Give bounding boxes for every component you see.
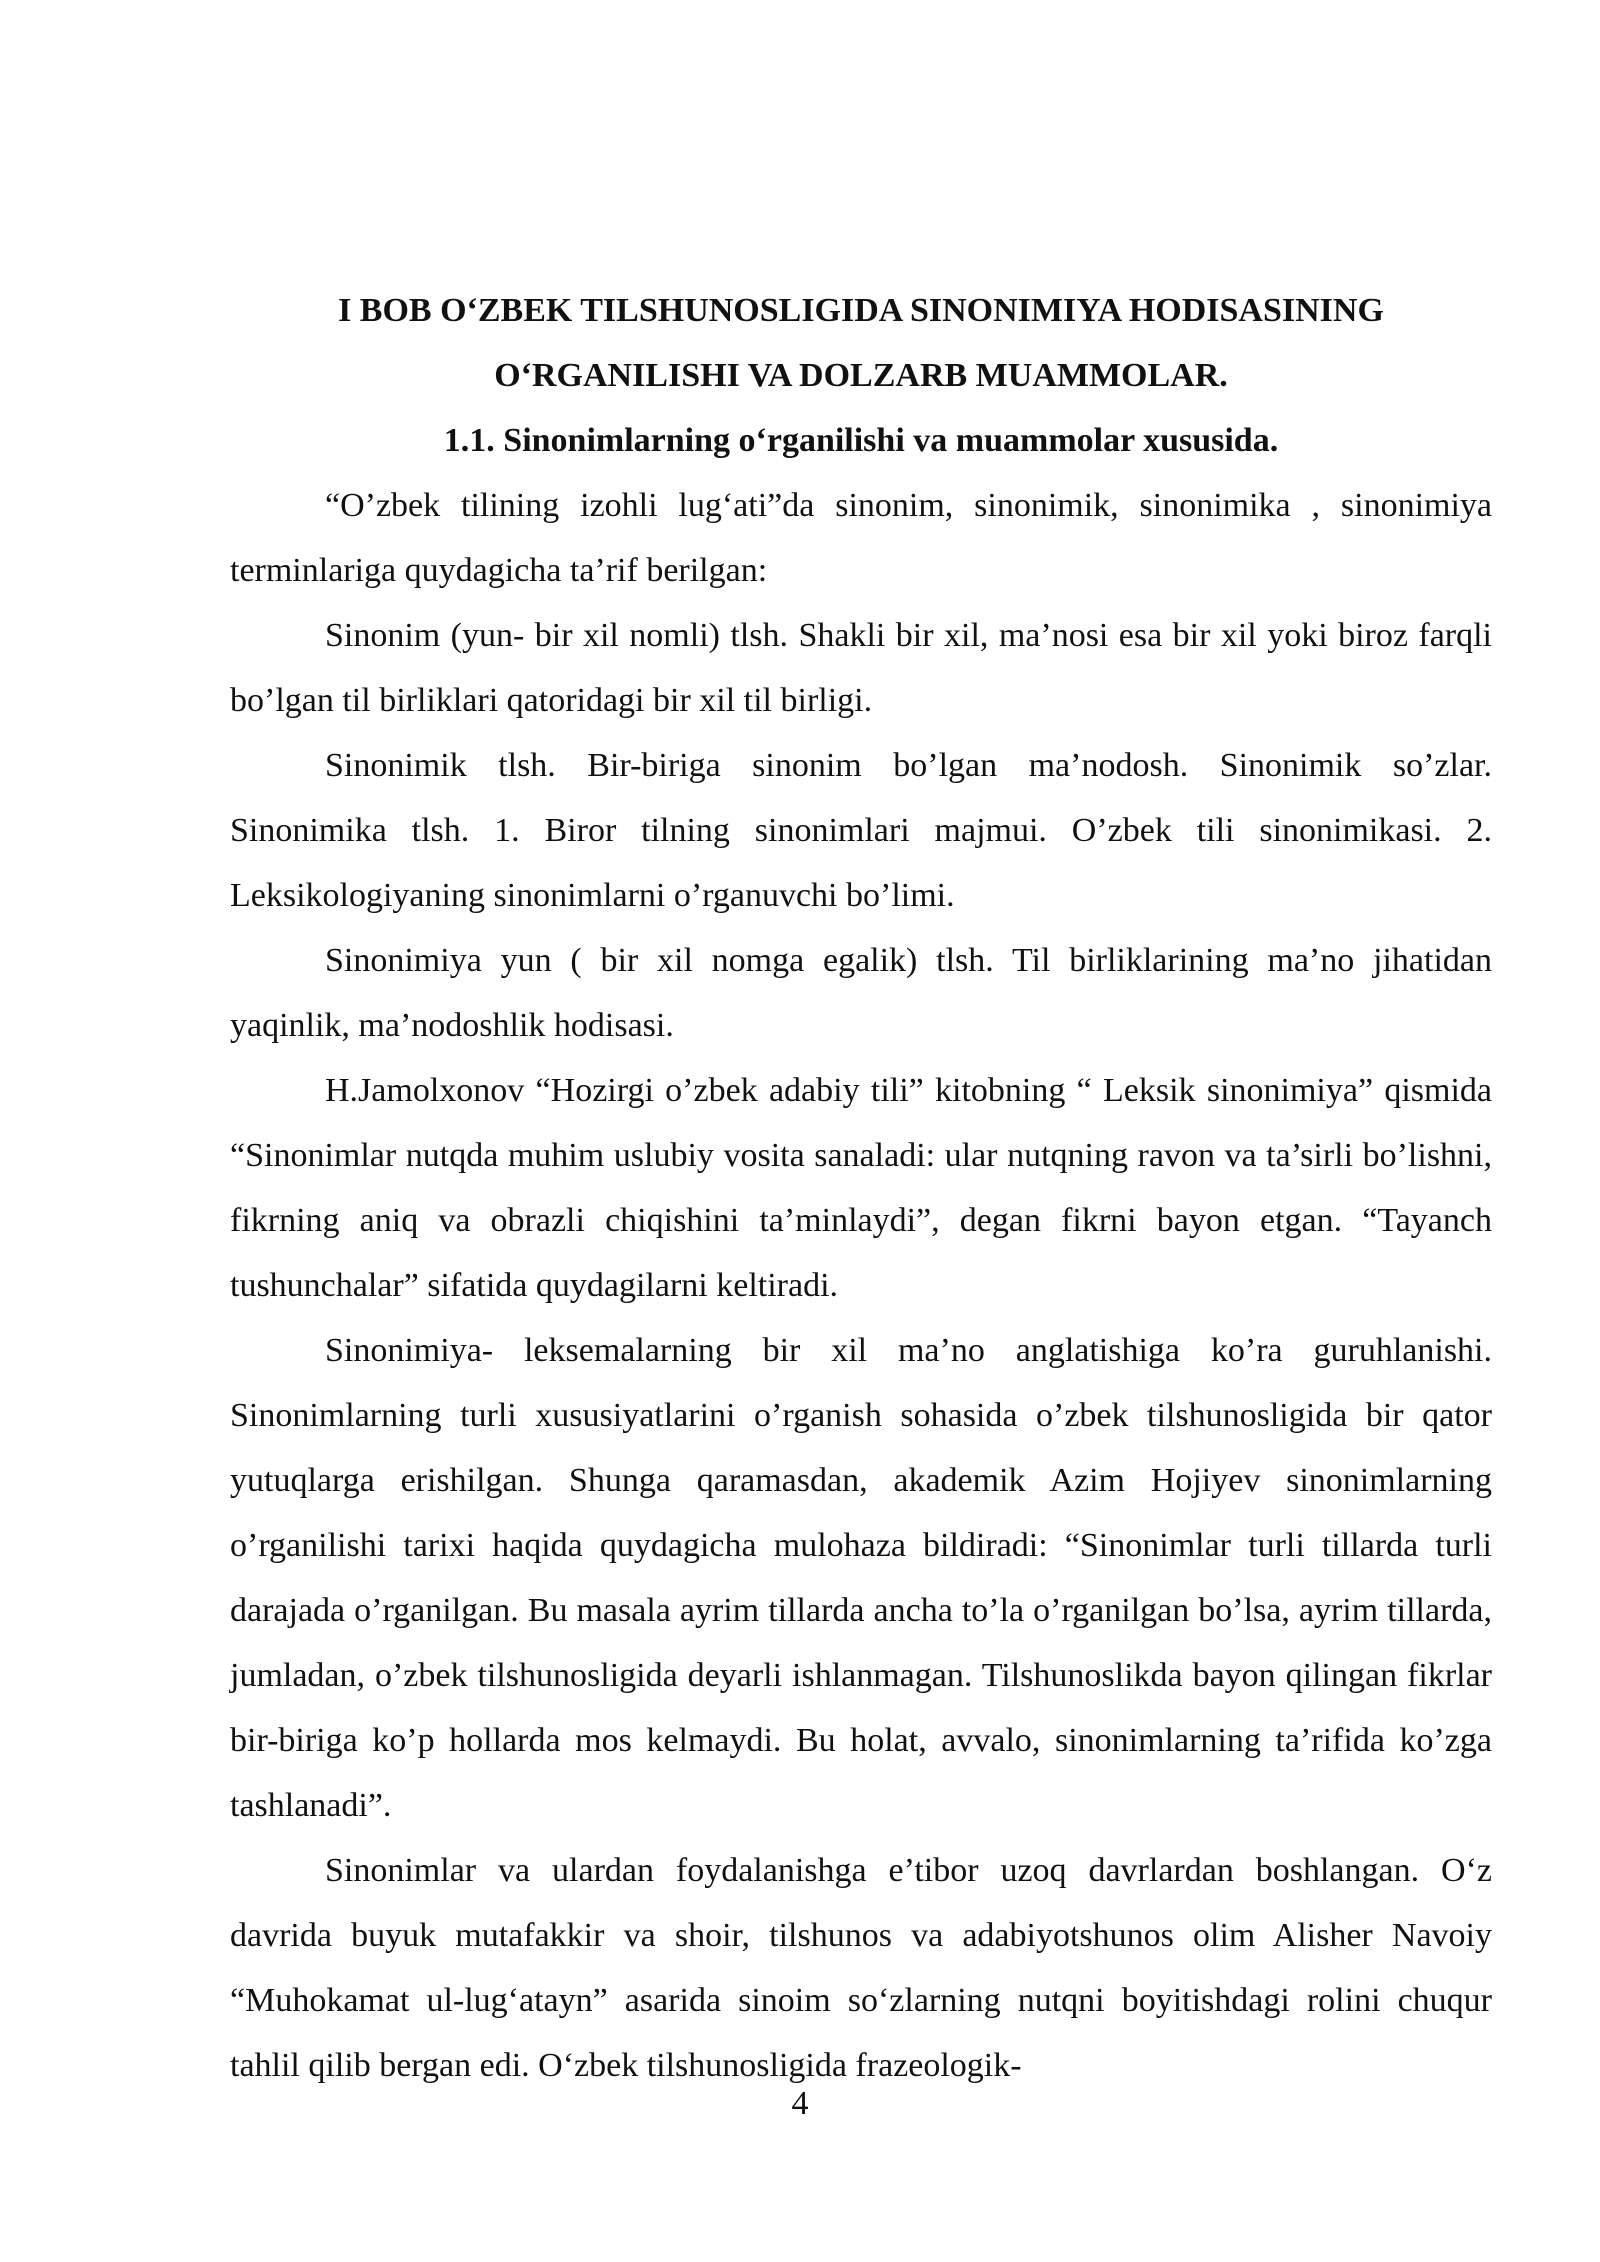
document-page xyxy=(230,278,1492,2098)
paragraph-dictionary-intro: “O’zbek tilining izohli lug‘ati”da sinonim, sinonimik, sinonimika , sinonimiya terminlariga quydagicha ta’rif berilgan: xyxy=(230,487,1492,589)
chapter-title-line-2: O‘RGANILISHI VA DOLZARB MUAMMOLAR. xyxy=(494,357,1228,394)
chapter-title-line-1: I BOB O‘ZBEK TILSHUNOSLIGIDA SINONIMIYA HODISASINING xyxy=(338,292,1384,329)
paragraph-sinonimik-definition: Sinonimik tlsh. Bir-biriga sinonim bo’lgan ma’nodosh. Sinonimik so’zlar. Sinonimika tlsh. 1. Biror tilning sinonimlari majmui. O’zbek tili sinonimikasi. 2. Leksikologiyaning sinonimlarni o’rganuvchi bo’limi. xyxy=(230,747,1492,914)
page-number: 4 xyxy=(791,2085,809,2122)
paragraph-navoiy: Sinonimlar va ulardan foydalanishga e’tibor uzoq davrlardan boshlangan. O‘z davrida buyuk mutafakkir va shoir, tilshunos va adabiyotshunos olim Alisher Navoiy “Muhokamat ul-lug‘atayn” asarida sinoim so‘zlarning nutqni boyitishdagi rolini chuqur tahlil qilib bergan edi. O‘zbek tilshunosligida frazeologik- xyxy=(230,1852,1492,2084)
paragraph-sinonim-definition: Sinonim (yun- bir xil nomli) tlsh. Shakli bir xil, ma’nosi esa bir xil yoki biroz farqli bo’lgan til birliklari qatoridagi bir xil til birligi. xyxy=(230,617,1492,719)
paragraph-sinonimiya-definition: Sinonimiya yun ( bir xil nomga egalik) tlsh. Til birliklarining ma’no jihatidan yaqinlik, ma’nodoshlik hodisasi. xyxy=(230,942,1492,1044)
section-title: 1.1. Sinonimlarning o‘rganilishi va muammolar xususida. xyxy=(443,422,1279,459)
paragraph-hojiyev: Sinonimiya- leksemalarning bir xil ma’no anglatishiga ko’ra guruhlanishi. Sinonimlarning turli xususiyatlarini o’rganish sohasida o’zbek tilshunosligida bir qator yutuqlarga erishilgan. Shunga qaramasdan, akademik Azim Hojiyev sinonimlarning o’rganilishi tarixi haqida quydagicha mulohaza bildiradi: “Sinonimlar turli tillarda turli darajada o’rganilgan. Bu masala ayrim tillarda ancha to’la o’rganilgan bo’lsa, ayrim tillarda, jumladan, o’zbek tilshunosligida deyarli ishlanmagan. Tilshunoslikda bayon qilingan fikrlar bir-biriga ko’p hollarda mos kelmaydi. Bu holat, avvalo, sinonimlarning ta’rifida ko’zga tashlanadi”. xyxy=(230,1332,1492,1824)
paragraph-jamolxonov: H.Jamolxonov “Hozirgi o’zbek adabiy tili” kitobning “ Leksik sinonimiya” qismida “Sinonimlar nutqda muhim uslubiy vosita sanaladi: ular nutqning ravon va ta’sirli bo’lishni, fikrning aniq va obrazli chiqishini ta’minlaydi”, degan fikrni bayon etgan. “Tayanch tushunchalar” sifatida quydagilarni keltiradi. xyxy=(230,1072,1492,1304)
